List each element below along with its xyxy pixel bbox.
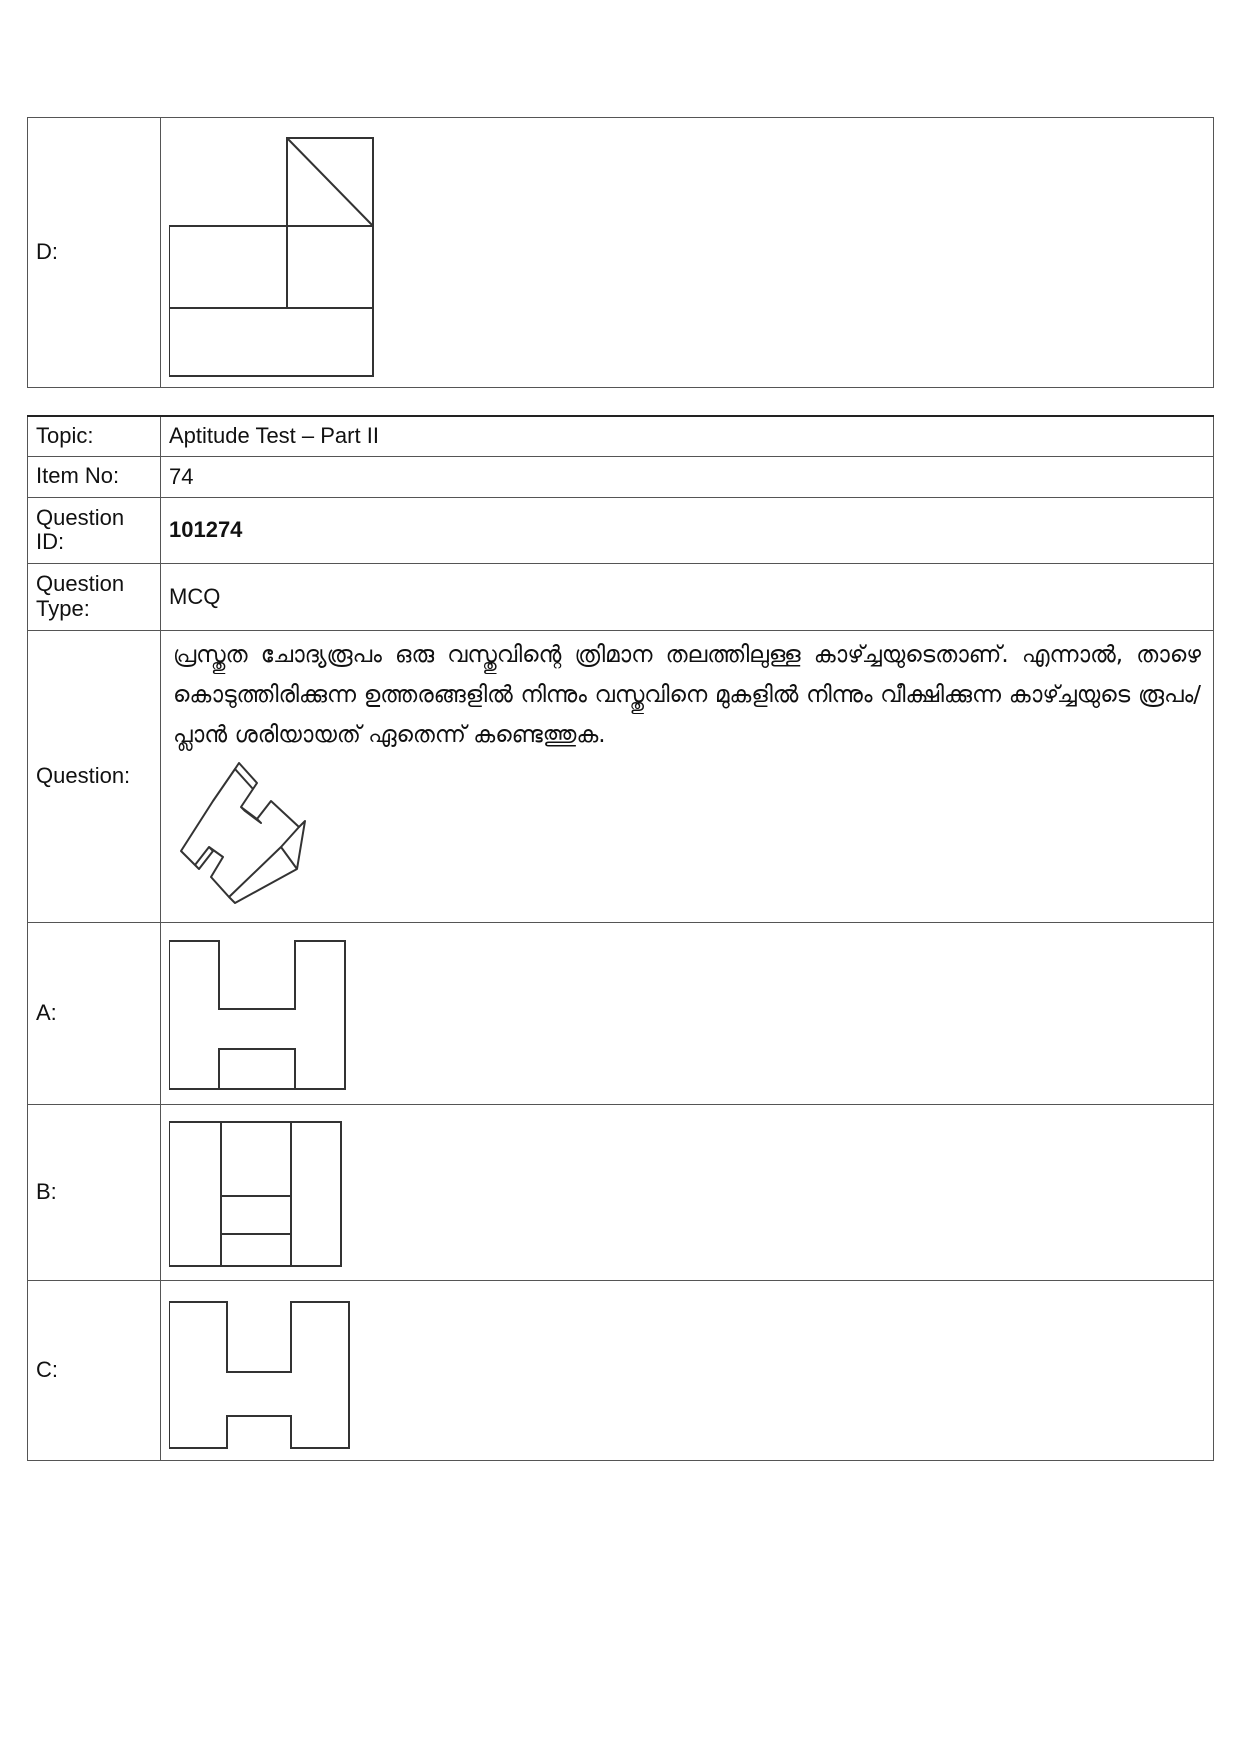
plan-view-figure-b-icon [169,1112,369,1272]
option-row-b[interactable] [28,1104,1214,1280]
question-id-label: Question ID: [28,497,161,563]
option-row-c[interactable] [28,1280,1214,1460]
question-cell [161,630,1214,922]
option-label-c: C: [28,1280,161,1460]
item-no-label: Item No: [28,456,161,497]
option-row-d [28,118,1214,388]
topic-row [28,416,1214,456]
option-figure-cell-c[interactable] [161,1280,1214,1460]
plan-view-figure-a-icon [169,933,369,1093]
option-row-a[interactable] [28,922,1214,1104]
plan-view-figure-c-icon [169,1290,369,1450]
option-label-b: B: [28,1104,161,1280]
topic-label: Topic: [28,416,161,456]
question-id-row [28,497,1214,563]
option-label-a: A: [28,922,161,1104]
question-type-row [28,563,1214,630]
previous-option-table [27,117,1214,388]
question-type-value: MCQ [161,563,1214,630]
option-figure-cell-b[interactable] [161,1104,1214,1280]
question-row [28,630,1214,922]
item-no-row [28,456,1214,497]
question-id-value: 101274 [161,497,1214,563]
option-figure-cell-a[interactable] [161,922,1214,1104]
plan-view-figure-d-icon [169,122,389,384]
item-no-value: 74 [161,456,1214,497]
option-figure-cell-d [161,118,1214,388]
topic-value: Aptitude Test – Part II [161,416,1214,456]
question-label: Question: [28,630,161,922]
question-text: പ്രസ്തുത ചോദ്യരൂപം ഒരു വസ്തുവിന്റെ ത്രിമാന തലത്തിലുള്ള കാഴ്ച്ചയുടെതാണ്. എന്നാൽ, താഴെ കൊടുത്തിരിക്കുന്ന ഉത്തരങ്ങളിൽ നിന്നും വസ്തുവിനെ മുകളിൽ നിന്നും വീക്ഷിക്കുന്ന കാഴ്ച്ചയുടെ രൂപം/ പ്ലാൻ ശരിയായത് ഏതെന്ന് കണ്ടെത്തുക. [173,641,1201,748]
option-label-d: D: [28,118,161,388]
question-type-label: Question Type: [28,563,161,630]
question-table [27,415,1214,1461]
isometric-h-block-figure-icon [177,761,317,921]
